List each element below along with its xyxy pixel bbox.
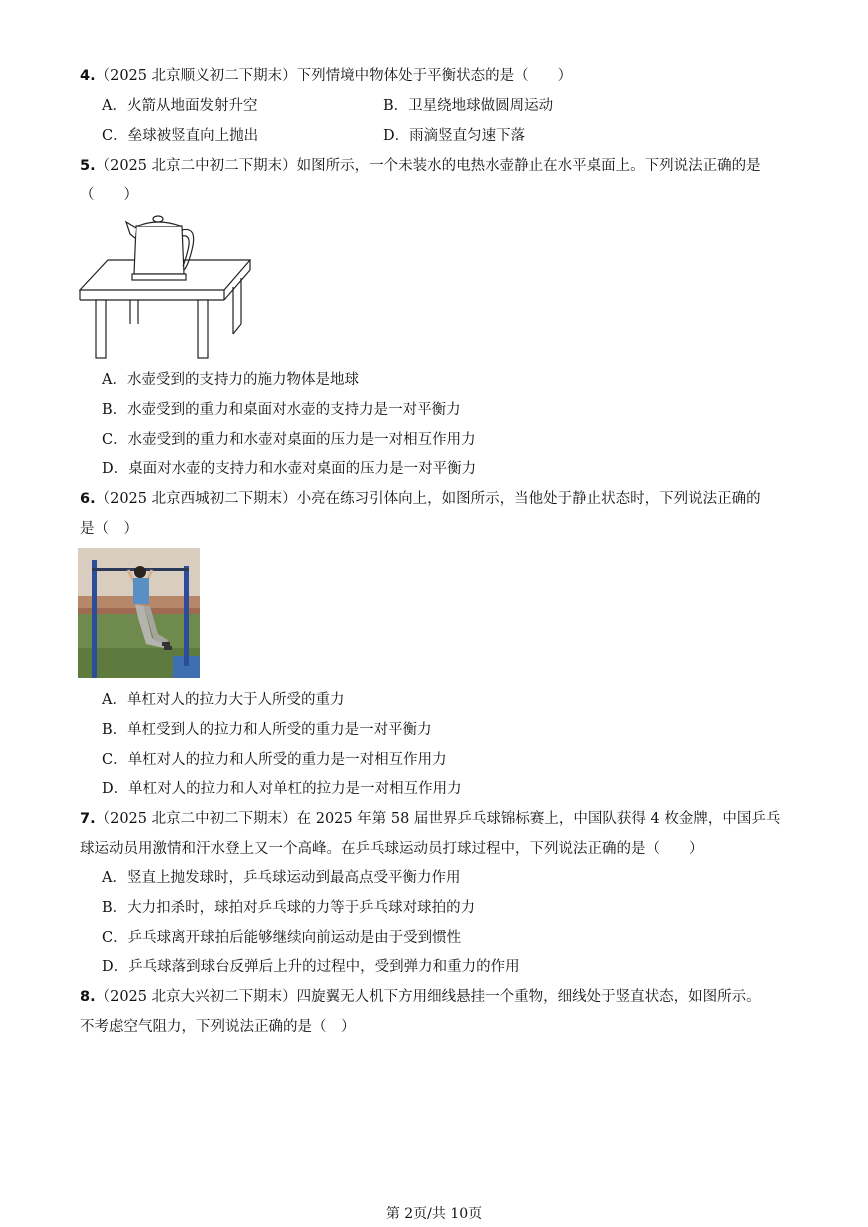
question-7-stem-cont: 球运动员用激情和汗水登上又一个高峰。在乒乓球运动员打球过程中，下列说法正确的是（ ） <box>80 841 704 857</box>
question-5-option-a: A．水壶受到的支持力的施力物体是地球 <box>102 372 359 388</box>
question-7-option-b: B．大力扣杀时，球拍对乒乓球的力等于乒乓球对球拍的力 <box>102 900 476 916</box>
question-8-stem: 8.（2025 北京大兴初二下期末）四旋翼无人机下方用细线悬挂一个重物，细线处于竖直状态，如图所示。 <box>80 989 761 1005</box>
question-number: 6. <box>80 491 96 507</box>
question-5-option-d: D．桌面对水壶的支持力和水壶对桌面的压力是一对平衡力 <box>102 461 477 477</box>
question-5-option-b: B．水壶受到的重力和桌面对水壶的支持力是一对平衡力 <box>102 402 461 418</box>
question-4-option-b: B．卫星绕地球做圆周运动 <box>383 98 554 114</box>
question-7-option-d: D．乒乓球落到球台反弹后上升的过程中，受到弹力和重力的作用 <box>102 959 520 975</box>
pull-up-photo <box>78 548 200 678</box>
question-number: 4. <box>80 68 96 84</box>
question-number: 7. <box>80 811 96 827</box>
question-6-option-d: D．单杠对人的拉力和人对单杠的拉力是一对相互作用力 <box>102 781 462 797</box>
kettle-icon <box>126 216 194 280</box>
question-6-stem-cont: 是（ ） <box>80 521 138 537</box>
question-number: 8. <box>80 989 96 1005</box>
question-7-option-a: A．竖直上抛发球时，乒乓球运动到最高点受平衡力作用 <box>102 870 461 886</box>
question-5-option-c: C．水壶受到的重力和水壶对桌面的压力是一对相互作用力 <box>102 432 476 448</box>
question-5-stem: 5.（2025 北京二中初二下期末）如图所示，一个未装水的电热水壶静止在水平桌面上。下列说法正确的是 <box>80 158 761 174</box>
question-4-option-c: C．垒球被竖直向上抛出 <box>102 128 259 144</box>
question-number: 5. <box>80 158 96 174</box>
question-6-option-a: A．单杠对人的拉力大于人所受的重力 <box>102 692 345 708</box>
question-6-option-b: B．单杠受到人的拉力和人所受的重力是一对平衡力 <box>102 722 432 738</box>
page-footer: 第 2页/共 10页 <box>385 1206 483 1222</box>
question-8-stem-cont: 不考虑空气阻力，下列说法正确的是（ ） <box>80 1019 356 1035</box>
question-6-option-c: C．单杠对人的拉力和人所受的重力是一对相互作用力 <box>102 752 447 768</box>
question-7-stem: 7.（2025 北京二中初二下期末）在 2025 年第 58 届世界乒乓球锦标赛上，中国队获得 4 枚金牌，中国乒乓 <box>80 811 781 827</box>
question-4-option-a: A．火箭从地面发射升空 <box>102 98 258 114</box>
question-7-option-c: C．乒乓球离开球拍后能够继续向前运动是由于受到惯性 <box>102 930 462 946</box>
kettle-on-table-figure <box>78 212 254 362</box>
question-6-stem: 6.（2025 北京西城初二下期末）小亮在练习引体向上，如图所示，当他处于静止状态时，下列说法正确的 <box>80 491 761 507</box>
question-5-stem-cont: （ ） <box>80 187 138 203</box>
question-4-stem: 4.（2025 北京顺义初二下期末）下列情境中物体处于平衡状态的是（ ） <box>80 68 573 84</box>
question-4-option-d: D．雨滴竖直匀速下落 <box>383 128 526 144</box>
